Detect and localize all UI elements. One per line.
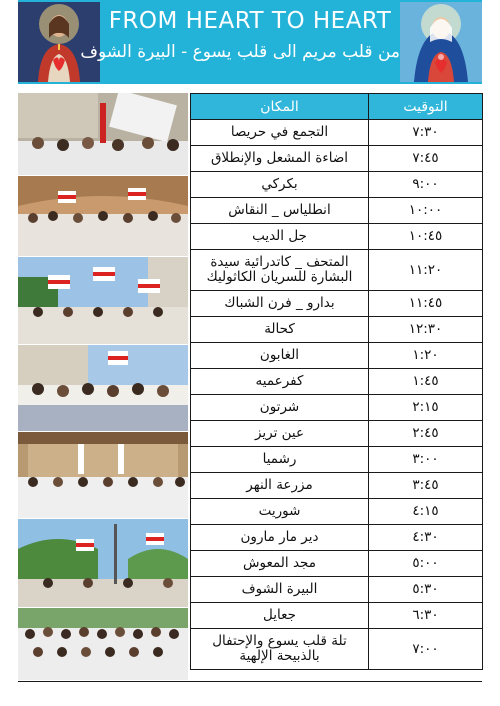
table-header-row xyxy=(191,94,483,120)
page-subtitle: من قلب مريم الى قلب يسوع - البيرة الشوف xyxy=(80,42,400,62)
time-cell: ١١:٢٠ xyxy=(369,250,483,291)
table-row xyxy=(191,120,483,146)
place-cell: بكركي xyxy=(191,172,369,198)
place-cell: الغابون xyxy=(191,343,369,369)
table-row xyxy=(191,291,483,317)
column-header-time: التوقيت xyxy=(369,94,483,120)
time-cell: ٧:٣٠ xyxy=(369,120,483,146)
place-cell: جعايل xyxy=(191,603,369,629)
table-row xyxy=(191,343,483,369)
table-row xyxy=(191,447,483,473)
table-row xyxy=(191,577,483,603)
page-title: FROM HEART TO HEART xyxy=(108,8,392,34)
table-row xyxy=(191,603,483,629)
time-cell: ٤:٣٠ xyxy=(369,525,483,551)
place-cell: مزرعة النهر xyxy=(191,473,369,499)
table-row xyxy=(191,198,483,224)
place-cell: اضاءة المشعل والإنطلاق xyxy=(191,146,369,172)
time-cell: ٣:٠٠ xyxy=(369,447,483,473)
march-on-road-with-flags-photo xyxy=(18,257,188,344)
place-cell: رشميا xyxy=(191,447,369,473)
place-cell: دير مار مارون xyxy=(191,525,369,551)
place-cell: جل الديب xyxy=(191,224,369,250)
time-cell: ١٢:٣٠ xyxy=(369,317,483,343)
time-cell: ٦:٣٠ xyxy=(369,603,483,629)
immaculate-heart-of-mary-portrait xyxy=(400,2,482,82)
time-cell: ٩:٠٠ xyxy=(369,172,483,198)
time-cell: ٥:٠٠ xyxy=(369,551,483,577)
column-header-place: المكان xyxy=(191,94,369,120)
header-banner xyxy=(18,0,482,84)
crowd-in-front-of-building-photo xyxy=(18,345,188,431)
group-in-front-of-church-photo xyxy=(18,432,188,518)
table-row xyxy=(191,172,483,198)
time-cell: ٤:١٥ xyxy=(369,499,483,525)
time-cell: ٥:٣٠ xyxy=(369,577,483,603)
place-cell: شرتون xyxy=(191,395,369,421)
time-cell: ١:٤٥ xyxy=(369,369,483,395)
table-row xyxy=(191,525,483,551)
table-row xyxy=(191,369,483,395)
large-group-photo xyxy=(18,608,188,680)
group-with-banners-photo xyxy=(18,93,188,175)
photo-collage xyxy=(18,93,188,680)
place-cell: البيرة الشوف xyxy=(191,577,369,603)
place-cell: المتحف _ كاتدرائية سيدة البشارة للسريان الكاثوليك xyxy=(191,250,369,291)
crowd-with-lebanese-flags-photo xyxy=(18,176,188,256)
table-row xyxy=(191,473,483,499)
table-row xyxy=(191,224,483,250)
table-row xyxy=(191,146,483,172)
place-cell: كفرعميه xyxy=(191,369,369,395)
time-cell: ١٠:٠٠ xyxy=(369,198,483,224)
time-cell: ٣:٤٥ xyxy=(369,473,483,499)
time-cell: ٧:٤٥ xyxy=(369,146,483,172)
table-row xyxy=(191,395,483,421)
place-cell: بدارو _ فرن الشباك xyxy=(191,291,369,317)
place-cell: مجد المعوش xyxy=(191,551,369,577)
place-cell: عين تريز xyxy=(191,421,369,447)
table-row xyxy=(191,317,483,343)
time-cell: ١٠:٤٥ xyxy=(369,224,483,250)
table-row xyxy=(191,629,483,670)
schedule-table xyxy=(190,93,483,670)
table-row xyxy=(191,499,483,525)
place-cell: التجمع في حريصا xyxy=(191,120,369,146)
table-row xyxy=(191,250,483,291)
time-cell: ١:٢٠ xyxy=(369,343,483,369)
place-cell: انطلياس _ النقاش xyxy=(191,198,369,224)
place-cell: كحالة xyxy=(191,317,369,343)
time-cell: ٢:٤٥ xyxy=(369,421,483,447)
time-cell: ٢:١٥ xyxy=(369,395,483,421)
place-cell: تلة قلب يسوع والإحتفال بالذبيحة الإلهية xyxy=(191,629,369,670)
gathering-with-flags-and-trees-photo xyxy=(18,519,188,607)
bottom-divider xyxy=(18,681,482,682)
table-row xyxy=(191,551,483,577)
table-row xyxy=(191,421,483,447)
time-cell: ١١:٤٥ xyxy=(369,291,483,317)
place-cell: شوريت xyxy=(191,499,369,525)
time-cell: ٧:٠٠ xyxy=(369,629,483,670)
